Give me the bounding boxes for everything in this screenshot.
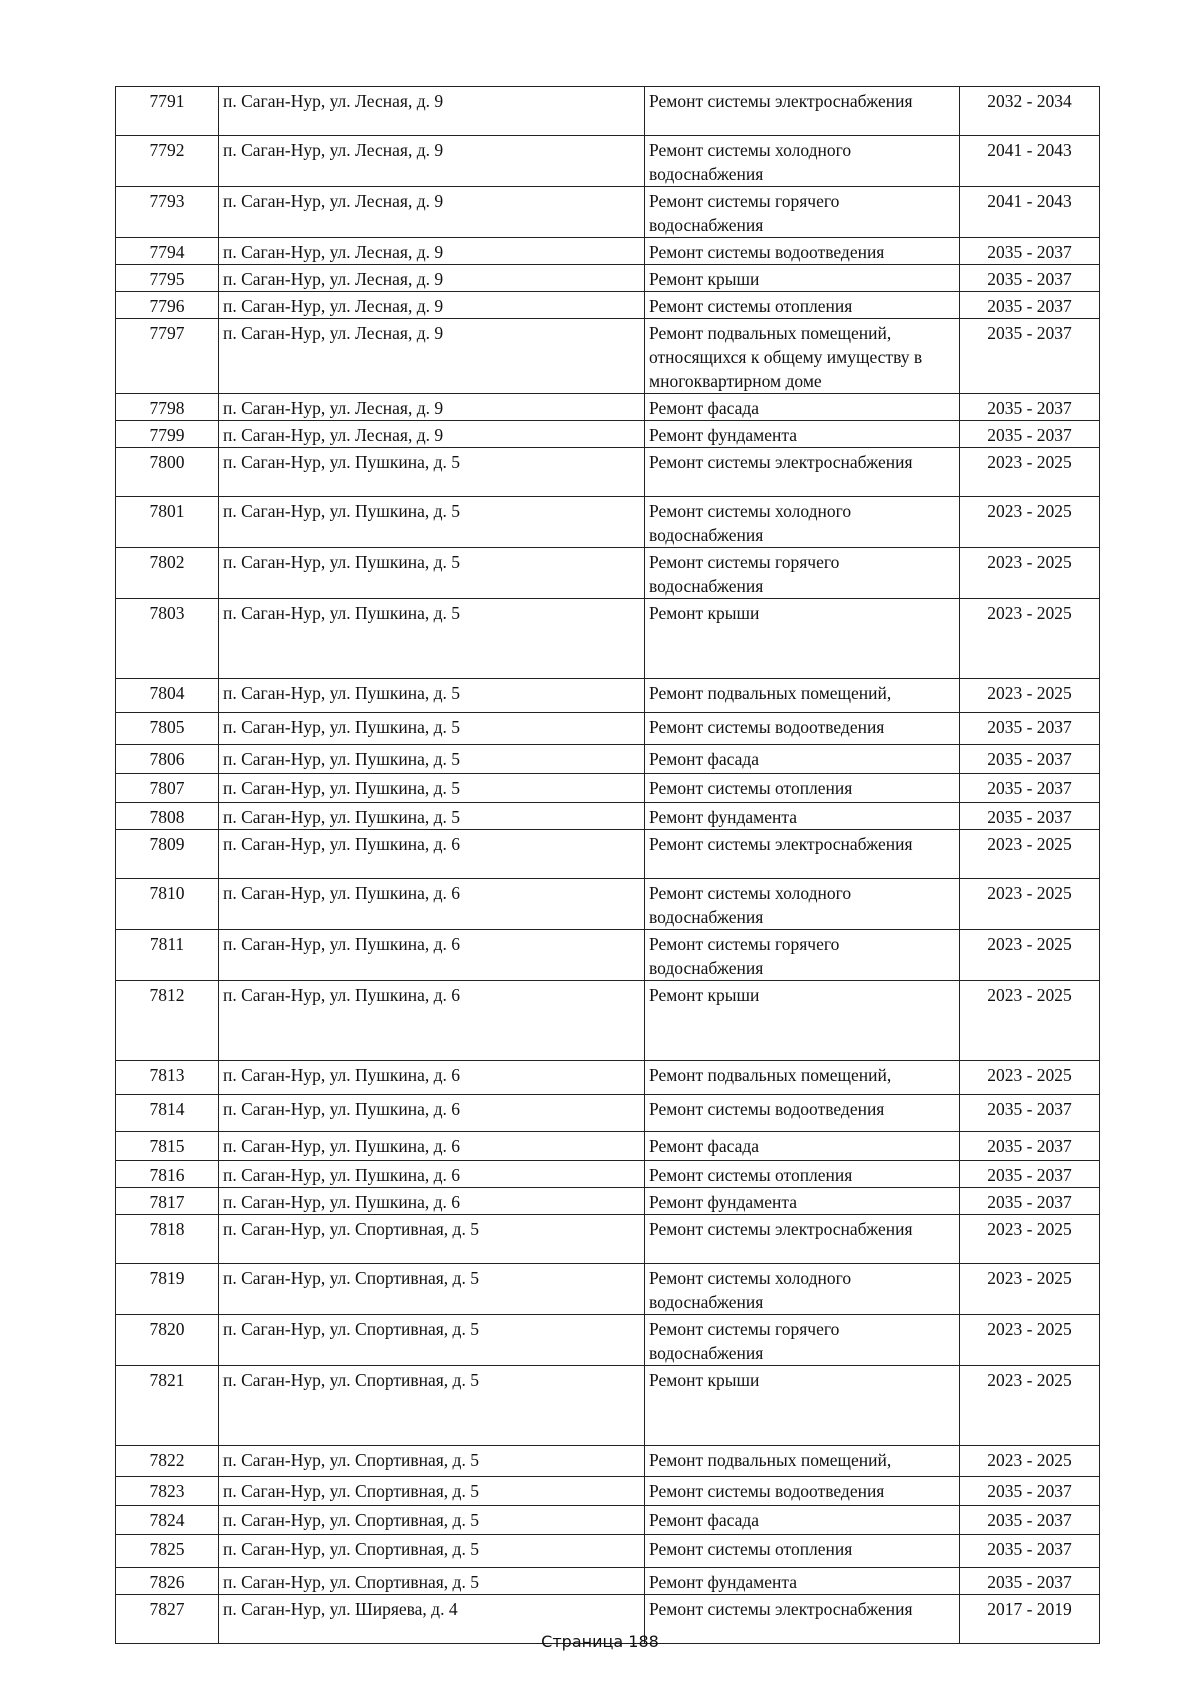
row-number: 7826 [116,1568,219,1595]
table-row [116,774,1100,803]
row-period: 2035 - 2037 [960,1506,1100,1535]
row-work-type: Ремонт системы горячего водоснабжения [645,548,960,599]
row-number: 7792 [116,136,219,187]
row-address: п. Саган-Нур, ул. Лесная, д. 9 [219,292,645,319]
row-number: 7813 [116,1061,219,1095]
table-row [116,1095,1100,1132]
row-address: п. Саган-Нур, ул. Ширяева, д. 4 [219,1595,645,1644]
row-work-type: Ремонт крыши [645,1366,960,1446]
row-period: 2035 - 2037 [960,319,1100,394]
row-work-type: Ремонт фасада [645,394,960,421]
row-work-type: Ремонт фасада [645,1132,960,1161]
row-work-type: Ремонт фундамента [645,421,960,448]
row-work-type: Ремонт системы водоотведения [645,238,960,265]
table-row [116,679,1100,713]
table-row [116,187,1100,238]
row-number: 7797 [116,319,219,394]
row-number: 7795 [116,265,219,292]
row-period: 2035 - 2037 [960,1132,1100,1161]
row-period: 2035 - 2037 [960,238,1100,265]
row-number: 7793 [116,187,219,238]
row-work-type: Ремонт системы горячего водоснабжения [645,187,960,238]
row-number: 7799 [116,421,219,448]
row-address: п. Саган-Нур, ул. Лесная, д. 9 [219,265,645,292]
table-row [116,981,1100,1061]
row-address: п. Саган-Нур, ул. Лесная, д. 9 [219,319,645,394]
table-row [116,1477,1100,1506]
row-address: п. Саган-Нур, ул. Пушкина, д. 6 [219,1132,645,1161]
row-number: 7818 [116,1215,219,1264]
row-address: п. Саган-Нур, ул. Пушкина, д. 5 [219,774,645,803]
table-row [116,394,1100,421]
row-address: п. Саган-Нур, ул. Пушкина, д. 6 [219,1161,645,1188]
table-row [116,421,1100,448]
row-period: 2023 - 2025 [960,548,1100,599]
row-period: 2023 - 2025 [960,497,1100,548]
table-row [116,1188,1100,1215]
table-row [116,497,1100,548]
row-work-type: Ремонт системы водоотведения [645,713,960,745]
row-address: п. Саган-Нур, ул. Пушкина, д. 6 [219,1061,645,1095]
table-row [116,1315,1100,1366]
row-work-type: Ремонт крыши [645,599,960,679]
row-period: 2035 - 2037 [960,1535,1100,1568]
table-row [116,1446,1100,1477]
row-number: 7805 [116,713,219,745]
row-address: п. Саган-Нур, ул. Пушкина, д. 5 [219,599,645,679]
row-work-type: Ремонт фасада [645,1506,960,1535]
row-period: 2023 - 2025 [960,599,1100,679]
row-work-type: Ремонт системы водоотведения [645,1477,960,1506]
row-period: 2023 - 2025 [960,830,1100,879]
row-work-type: Ремонт системы электроснабжения [645,830,960,879]
table-row [116,745,1100,774]
row-period: 2035 - 2037 [960,774,1100,803]
row-number: 7803 [116,599,219,679]
table-row [116,1264,1100,1315]
row-period: 2035 - 2037 [960,803,1100,830]
table-row [116,1506,1100,1535]
row-number: 7821 [116,1366,219,1446]
row-number: 7800 [116,448,219,497]
row-address: п. Саган-Нур, ул. Пушкина, д. 5 [219,548,645,599]
row-work-type: Ремонт системы отопления [645,774,960,803]
row-work-type: Ремонт подвальных помещений, относящихся к общему имуществу в многоквартирном доме [645,319,960,394]
table-row [116,136,1100,187]
row-address: п. Саган-Нур, ул. Пушкина, д. 6 [219,1095,645,1132]
row-address: п. Саган-Нур, ул. Пушкина, д. 6 [219,830,645,879]
table-row [116,238,1100,265]
table-row [116,448,1100,497]
row-address: п. Саган-Нур, ул. Лесная, д. 9 [219,136,645,187]
row-address: п. Саган-Нур, ул. Пушкина, д. 5 [219,745,645,774]
row-address: п. Саган-Нур, ул. Спортивная, д. 5 [219,1535,645,1568]
row-period: 2035 - 2037 [960,1188,1100,1215]
row-work-type: Ремонт системы горячего водоснабжения [645,930,960,981]
row-number: 7824 [116,1506,219,1535]
row-address: п. Саган-Нур, ул. Пушкина, д. 6 [219,981,645,1061]
row-work-type: Ремонт системы электроснабжения [645,87,960,136]
table-row [116,292,1100,319]
table-row [116,879,1100,930]
row-number: 7819 [116,1264,219,1315]
row-address: п. Саган-Нур, ул. Пушкина, д. 5 [219,448,645,497]
table-body [116,87,1100,1644]
row-period: 2017 - 2019 [960,1595,1100,1644]
row-period: 2035 - 2037 [960,421,1100,448]
row-period: 2023 - 2025 [960,981,1100,1061]
row-address: п. Саган-Нур, ул. Лесная, д. 9 [219,421,645,448]
row-period: 2023 - 2025 [960,1061,1100,1095]
row-work-type: Ремонт системы холодного водоснабжения [645,136,960,187]
row-work-type: Ремонт подвальных помещений, [645,1446,960,1477]
row-number: 7798 [116,394,219,421]
row-number: 7808 [116,803,219,830]
row-work-type: Ремонт системы электроснабжения [645,448,960,497]
row-address: п. Саган-Нур, ул. Спортивная, д. 5 [219,1264,645,1315]
row-number: 7815 [116,1132,219,1161]
row-work-type: Ремонт фундамента [645,1568,960,1595]
table-row [116,830,1100,879]
table-row [116,599,1100,679]
row-work-type: Ремонт фасада [645,745,960,774]
row-period: 2041 - 2043 [960,136,1100,187]
row-number: 7801 [116,497,219,548]
row-address: п. Саган-Нур, ул. Пушкина, д. 6 [219,930,645,981]
table-row [116,1568,1100,1595]
row-address: п. Саган-Нур, ул. Спортивная, д. 5 [219,1366,645,1446]
row-work-type: Ремонт системы электроснабжения [645,1215,960,1264]
row-work-type: Ремонт системы горячего водоснабжения [645,1315,960,1366]
row-address: п. Саган-Нур, ул. Лесная, д. 9 [219,394,645,421]
row-number: 7827 [116,1595,219,1644]
row-address: п. Саган-Нур, ул. Пушкина, д. 5 [219,679,645,713]
row-period: 2023 - 2025 [960,1366,1100,1446]
row-number: 7791 [116,87,219,136]
row-number: 7823 [116,1477,219,1506]
table-row [116,1535,1100,1568]
row-period: 2035 - 2037 [960,265,1100,292]
table-row [116,1061,1100,1095]
row-period: 2023 - 2025 [960,1446,1100,1477]
row-period: 2035 - 2037 [960,394,1100,421]
row-number: 7822 [116,1446,219,1477]
table-row [116,1161,1100,1188]
row-work-type: Ремонт системы водоотведения [645,1095,960,1132]
row-work-type: Ремонт системы отопления [645,292,960,319]
works-table [115,86,1100,1644]
row-number: 7809 [116,830,219,879]
row-address: п. Саган-Нур, ул. Лесная, д. 9 [219,238,645,265]
row-period: 2035 - 2037 [960,1568,1100,1595]
row-work-type: Ремонт системы холодного водоснабжения [645,879,960,930]
row-period: 2023 - 2025 [960,448,1100,497]
row-number: 7802 [116,548,219,599]
row-work-type: Ремонт фундамента [645,1188,960,1215]
table-row [116,319,1100,394]
table-row [116,713,1100,745]
row-period: 2023 - 2025 [960,879,1100,930]
row-address: п. Саган-Нур, ул. Спортивная, д. 5 [219,1568,645,1595]
row-number: 7806 [116,745,219,774]
row-address: п. Саган-Нур, ул. Спортивная, д. 5 [219,1477,645,1506]
row-work-type: Ремонт подвальных помещений, [645,1061,960,1095]
row-number: 7810 [116,879,219,930]
row-number: 7796 [116,292,219,319]
row-period: 2035 - 2037 [960,745,1100,774]
row-work-type: Ремонт фундамента [645,803,960,830]
row-number: 7817 [116,1188,219,1215]
row-address: п. Саган-Нур, ул. Лесная, д. 9 [219,187,645,238]
row-address: п. Саган-Нур, ул. Спортивная, д. 5 [219,1315,645,1366]
row-period: 2032 - 2034 [960,87,1100,136]
row-work-type: Ремонт системы отопления [645,1161,960,1188]
row-address: п. Саган-Нур, ул. Лесная, д. 9 [219,87,645,136]
table-row [116,1132,1100,1161]
row-work-type: Ремонт системы отопления [645,1535,960,1568]
table-row [116,87,1100,136]
table-row [116,1366,1100,1446]
row-period: 2035 - 2037 [960,292,1100,319]
row-number: 7811 [116,930,219,981]
table-row [116,548,1100,599]
row-work-type: Ремонт системы электроснабжения [645,1595,960,1644]
row-period: 2041 - 2043 [960,187,1100,238]
table-row [116,1215,1100,1264]
row-number: 7820 [116,1315,219,1366]
row-work-type: Ремонт подвальных помещений, [645,679,960,713]
row-work-type: Ремонт крыши [645,265,960,292]
table-row [116,803,1100,830]
row-number: 7804 [116,679,219,713]
row-address: п. Саган-Нур, ул. Спортивная, д. 5 [219,1446,645,1477]
table-row [116,930,1100,981]
row-address: п. Саган-Нур, ул. Пушкина, д. 5 [219,803,645,830]
table-row [116,265,1100,292]
row-address: п. Саган-Нур, ул. Пушкина, д. 6 [219,879,645,930]
row-address: п. Саган-Нур, ул. Пушкина, д. 5 [219,497,645,548]
row-address: п. Саган-Нур, ул. Спортивная, д. 5 [219,1506,645,1535]
row-number: 7807 [116,774,219,803]
row-period: 2035 - 2037 [960,1477,1100,1506]
row-address: п. Саган-Нур, ул. Пушкина, д. 6 [219,1188,645,1215]
row-number: 7812 [116,981,219,1061]
row-period: 2035 - 2037 [960,713,1100,745]
row-period: 2023 - 2025 [960,679,1100,713]
row-period: 2023 - 2025 [960,1215,1100,1264]
row-period: 2023 - 2025 [960,1264,1100,1315]
row-address: п. Саган-Нур, ул. Пушкина, д. 5 [219,713,645,745]
row-number: 7814 [116,1095,219,1132]
row-work-type: Ремонт системы холодного водоснабжения [645,1264,960,1315]
row-work-type: Ремонт крыши [645,981,960,1061]
row-number: 7794 [116,238,219,265]
row-period: 2023 - 2025 [960,930,1100,981]
row-number: 7816 [116,1161,219,1188]
row-work-type: Ремонт системы холодного водоснабжения [645,497,960,548]
page-number: Страница 188 [541,1632,659,1651]
row-number: 7825 [116,1535,219,1568]
row-period: 2035 - 2037 [960,1095,1100,1132]
row-address: п. Саган-Нур, ул. Спортивная, д. 5 [219,1215,645,1264]
row-period: 2035 - 2037 [960,1161,1100,1188]
row-period: 2023 - 2025 [960,1315,1100,1366]
